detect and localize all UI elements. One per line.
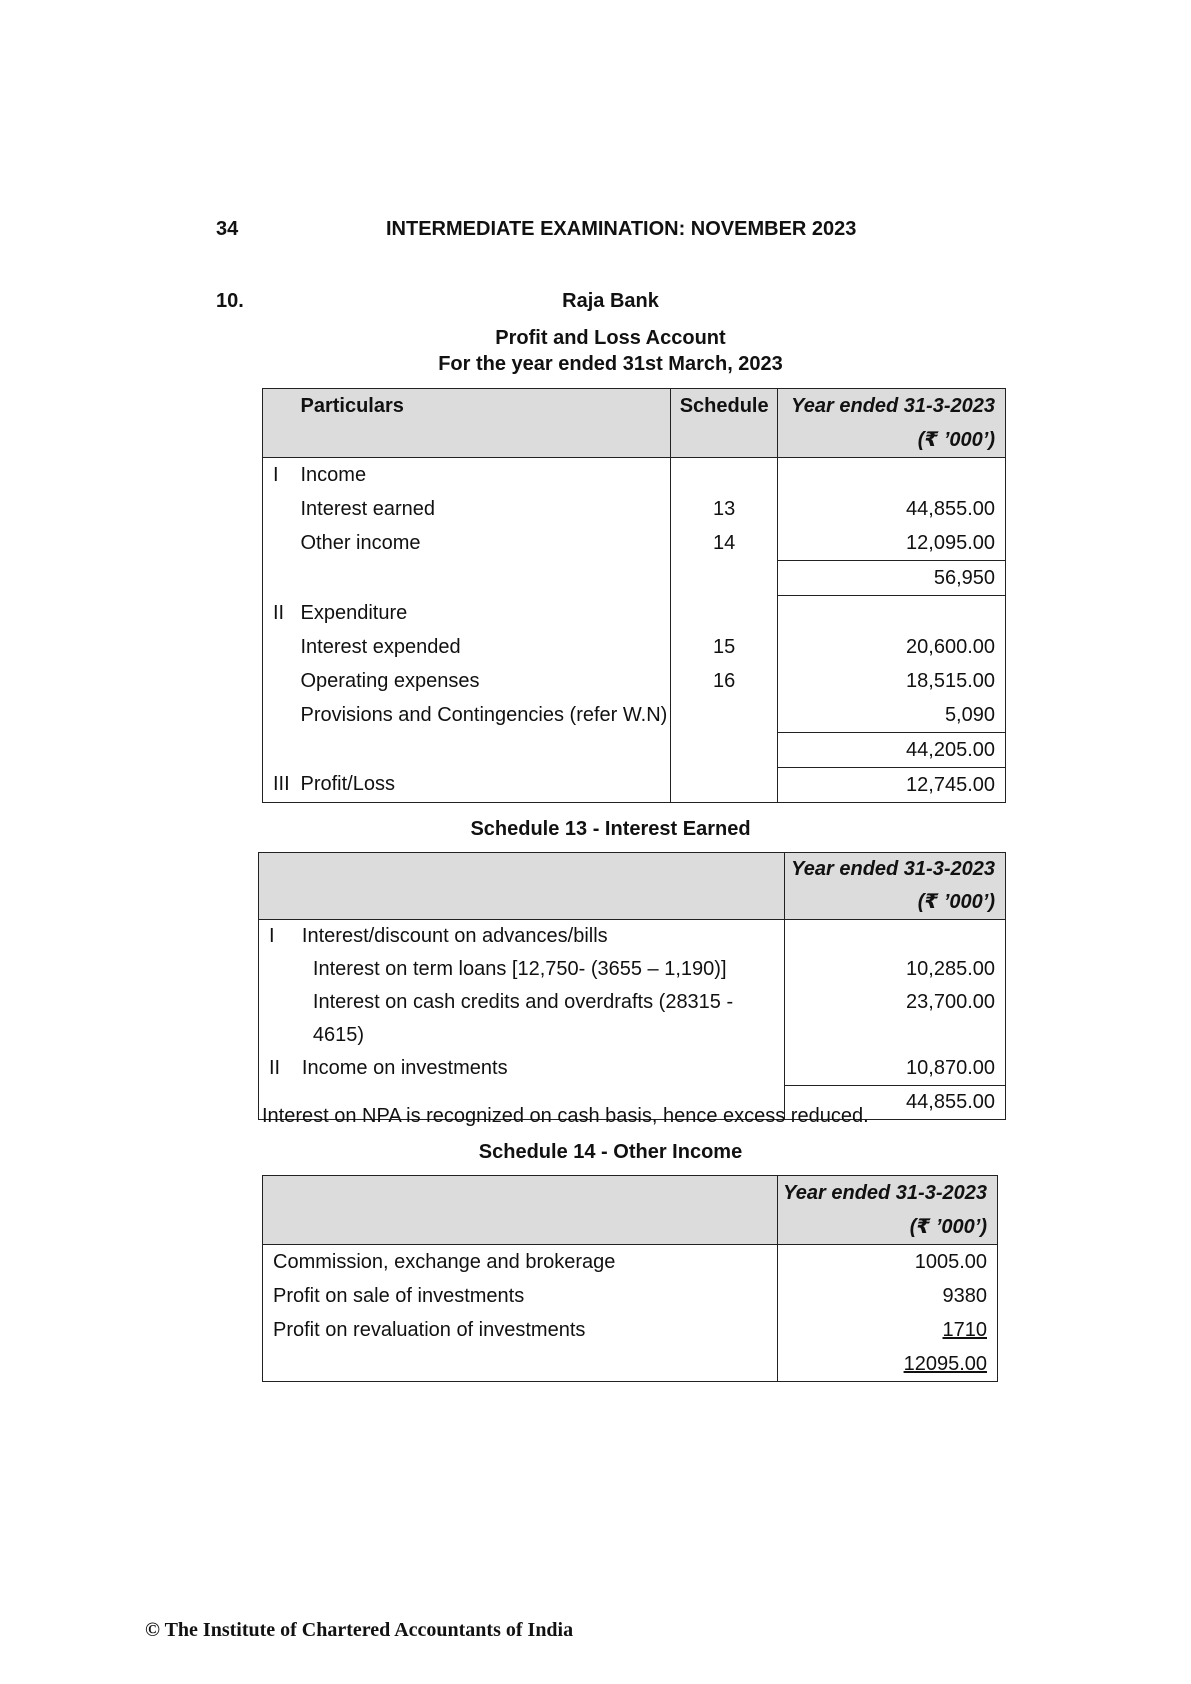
- table-header-row: [263, 1176, 998, 1245]
- col-unit: (₹ ’000’): [917, 891, 995, 913]
- exam-title: INTERMEDIATE EXAMINATION: NOVEMBER 2023: [386, 218, 857, 240]
- table-row: Interest on term loans [12,750- (3655 – 1,190)] 10,285.00: [259, 953, 1006, 986]
- schedule14-table: [262, 1175, 998, 1382]
- bank-name: Raja Bank: [562, 290, 659, 312]
- schedule13-total: 44,855.00: [785, 1086, 1006, 1120]
- schedule14-title: Schedule 14 - Other Income: [478, 1141, 743, 1163]
- footer-copyright: © The Institute of Chartered Accountants of India: [145, 1619, 574, 1641]
- table-row: Other income 14 12,095.00: [263, 526, 1006, 561]
- table-row: Profit on revaluation of investments 1710: [263, 1313, 998, 1347]
- profit-label: Profit/Loss: [300, 773, 395, 795]
- table-header-row: [263, 389, 1006, 458]
- table-row: [263, 561, 1006, 596]
- profit-amount: 12,745.00: [778, 767, 1006, 802]
- table-row: [263, 732, 1006, 767]
- col-particulars: Particulars: [300, 389, 670, 458]
- schedule13-title: Schedule 13 - Interest Earned: [470, 818, 751, 840]
- statement-title: Profit and Loss Account: [495, 327, 726, 349]
- table-row: Interest earned 13 44,855.00: [263, 492, 1006, 526]
- statement-period: For the year ended 31st March, 2023: [438, 353, 783, 375]
- table-row: I Income: [263, 458, 1006, 493]
- table-row: Profit on sale of investments 9380: [263, 1279, 998, 1313]
- table-row: I Interest/discount on advances/bills: [259, 920, 1006, 954]
- table-row: Commission, exchange and brokerage 1005.00: [263, 1245, 998, 1280]
- col-year: Year ended 31-3-2023 (₹ ’000’): [778, 389, 1006, 458]
- schedule14-total: 12095.00: [778, 1347, 998, 1382]
- question-number: 10.: [216, 290, 244, 312]
- table-row: II Income on investments 10,870.00: [259, 1052, 1006, 1086]
- table-row: Interest on cash credits and overdrafts (28315 - 4615) 23,700.00: [259, 986, 1006, 1052]
- expenditure-total: 44,205.00: [778, 732, 1006, 767]
- expenditure-heading: Expenditure: [300, 601, 408, 624]
- npa-note: Interest on NPA is recognized on cash basis, hence excess reduced.: [262, 1105, 869, 1127]
- col-unit: (₹ ’000’): [909, 1216, 987, 1238]
- income-total: 56,950: [778, 561, 1006, 596]
- profit-loss-table: [262, 388, 1006, 803]
- col-year: Year ended 31-3-2023 (₹ ’000’): [778, 1176, 998, 1245]
- table-row: II Expenditure: [263, 596, 1006, 630]
- col-unit: (₹ ’000’): [917, 429, 995, 451]
- table-row: III Profit/Loss 12,745.00: [263, 767, 1006, 802]
- table-header-row: [259, 853, 1006, 920]
- col-schedule: Schedule: [671, 389, 778, 458]
- income-heading: Income: [300, 464, 367, 486]
- schedule13-table: [258, 852, 1006, 1120]
- table-row: Provisions and Contingencies (refer W.N) 5,090: [263, 698, 1006, 733]
- col-year: Year ended 31-3-2023 (₹ ’000’): [785, 853, 1006, 920]
- table-row: [263, 1347, 998, 1382]
- table-row: Interest expended 15 20,600.00: [263, 630, 1006, 664]
- page-number: 34: [216, 218, 239, 240]
- table-row: Operating expenses 16 18,515.00: [263, 664, 1006, 698]
